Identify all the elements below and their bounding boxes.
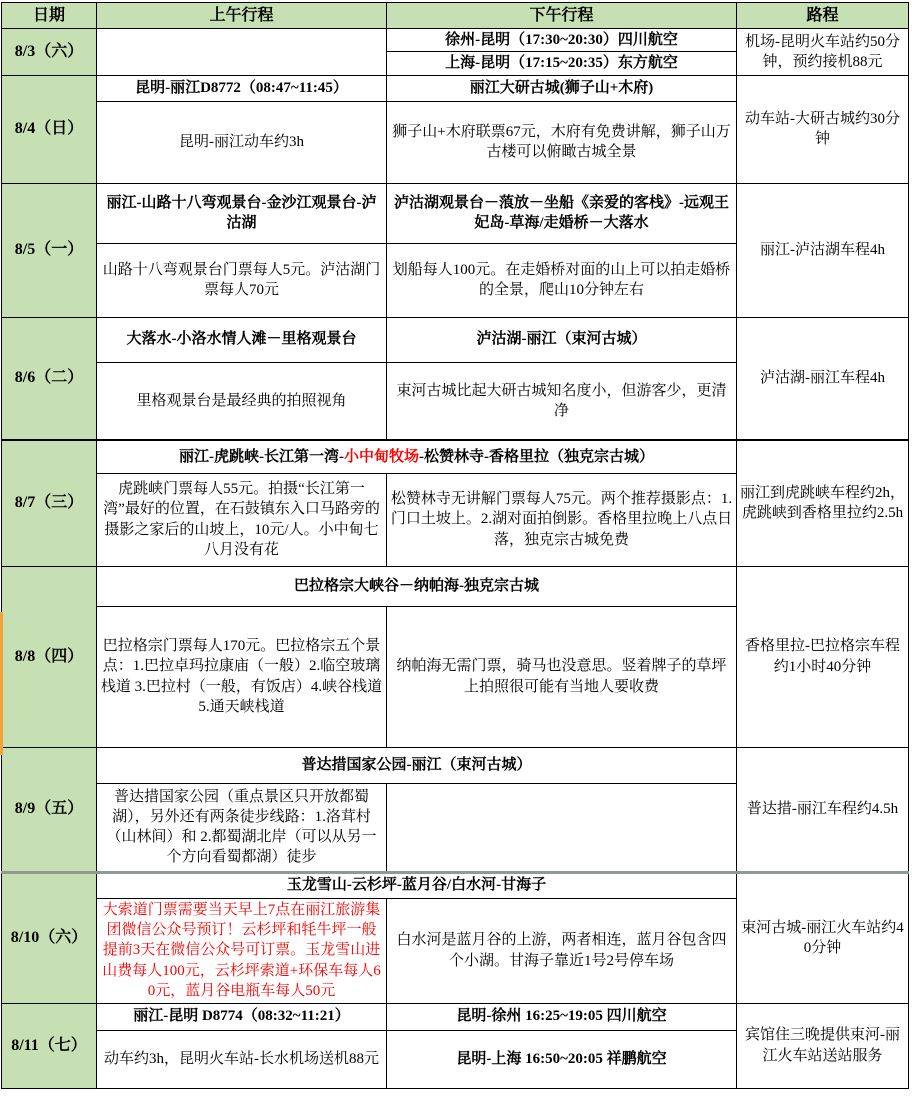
travel-itinerary-table	[1, 2, 909, 1089]
row-8-7-pm-note: 松赞林寺无讲解门票每人75元。两个推荐摄影点：1.门口土坡上。2.湖对面拍倒影。香格里拉晚上八点日落，独克宗古城免费	[387, 473, 737, 566]
row-8-6-am-note: 里格观景台是最经典的拍照视角	[97, 362, 387, 440]
row-8-10-pm-note: 白水河是蓝月谷的上游，两者相连，蓝月谷包含四个小湖。甘海子靠近1号2号停车场	[387, 898, 737, 1003]
row-8-7-date: 8/7（三）	[2, 440, 97, 566]
row-8-8-pm-note: 纳帕海无需门票，骑马也没意思。竖着牌子的草坪上拍照很可能有当地人要收费	[387, 606, 737, 747]
row-8-9-pm-empty	[387, 783, 737, 872]
row-8-6-am-title: 大落水-小洛水情人滩－里格观景台	[97, 317, 387, 362]
row-8-3-date: 8/3（六）	[2, 29, 97, 76]
row-8-5-am-note: 山路十八弯观景台门票每人5元。泸沽湖门票每人70元	[97, 243, 387, 317]
row-8-4-am-title: 昆明-丽江D8772（08:47~11:45）	[97, 75, 387, 101]
row-8-7-title-post: -松赞林寺-香格里拉（独克宗古城）	[419, 448, 654, 465]
row-8-4-date: 8/4（日）	[2, 75, 97, 183]
row-8-3-morning-empty	[97, 29, 387, 76]
row-8-10-date: 8/10（六）	[2, 872, 97, 1003]
row-8-6-pm-title: 泸沽湖-丽江（束河古城）	[387, 317, 737, 362]
header-row	[2, 3, 909, 29]
row-8-6-route: 泸沽湖-丽江车程4h	[737, 317, 909, 440]
row-8-9-route: 普达措-丽江车程约4.5h	[737, 747, 909, 872]
row-8-5-pm-note: 划船每人100元。在走婚桥对面的山上可以拍走婚桥的全景，爬山10分钟左右	[387, 243, 737, 317]
row-8-4-pm-title: 丽江大研古城(狮子山+木府)	[387, 75, 737, 101]
row-8-11-am-title: 丽江-昆明 D8774（08:32~11:21）	[97, 1003, 387, 1030]
row-8-3-route: 机场-昆明火车站约50分钟，预约接机88元	[737, 29, 909, 76]
row-8-3-pm-flight-1: 徐州-昆明（17:30~20:30）四川航空	[387, 29, 737, 52]
header-date: 日期	[2, 3, 97, 29]
row-8-4-am-note: 昆明-丽江动车约3h	[97, 101, 387, 183]
row-8-11-pm-flight-2: 昆明-上海 16:50~20:05 祥鹏航空	[387, 1030, 737, 1088]
row-8-3-pm-flight-2: 上海-昆明（17:15~20:35）东方航空	[387, 52, 737, 75]
row-8-7-title-pre: 丽江-虎跳峡-长江第一湾-	[178, 448, 344, 465]
header-afternoon: 下午行程	[387, 3, 737, 29]
row-8-10-route: 束河古城-丽江火车站约40分钟	[737, 872, 909, 1003]
row-8-8-route: 香格里拉-巴拉格宗车程约1小时40分钟	[737, 566, 909, 747]
row-8-8-title: 巴拉格宗大峡谷－纳帕海-独克宗古城	[97, 566, 737, 606]
row-8-5-route: 丽江-泸沽湖车程4h	[737, 183, 909, 317]
row-8-11-am-note: 动车约3h，昆明火车站-长水机场送机88元	[97, 1030, 387, 1088]
row-8-4-route: 动车站-大研古城约30分钟	[737, 75, 909, 183]
row-8-9-title: 普达措国家公园-丽江（束河古城）	[97, 747, 737, 783]
row-8-10-title: 玉龙雪山-云杉坪-蓝月谷/白水河-甘海子	[97, 872, 737, 898]
header-morning: 上午行程	[97, 3, 387, 29]
row-8-9-date: 8/9（五）	[2, 747, 97, 872]
row-8-8-am-note: 巴拉格宗门票每人170元。巴拉格宗五个景点：1.巴拉卓玛拉康庙（一般）2.临空玻璃栈道 3.巴拉村（一般，有饭店）4.峡谷栈道 5.通天峡栈道	[97, 606, 387, 747]
row-8-5-date: 8/5（一）	[2, 183, 97, 317]
row-8-6-date: 8/6（二）	[2, 317, 97, 440]
orange-marker-strip	[0, 612, 3, 755]
row-8-5-am-title: 丽江-山路十八弯观景台-金沙江观景台-泸沽湖	[97, 183, 387, 243]
row-8-7-title	[97, 440, 737, 473]
row-8-7-route: 丽江到虎跳峡车程约2h，虎跳峡到香格里拉约2.5h	[737, 440, 909, 566]
row-8-8-date: 8/8（四）	[2, 566, 97, 747]
row-8-10-am-note-red: 大索道门票需要当天早上7点在丽江旅游集团微信公众号预订！云杉坪和牦牛坪一般提前3天在微信公众号可订票。玉龙雪山进山费每人100元，云杉坪索道+环保车每人60元，蓝月谷电瓶车每人50元	[97, 898, 387, 1003]
row-8-5-pm-title: 泸沽湖观景台－蒗放－坐船《亲爱的客栈》-远观王妃岛-草海/走婚桥－大落水	[387, 183, 737, 243]
row-8-7-am-note: 虎跳峡门票每人55元。拍摄“长江第一湾”最好的位置，在石鼓镇东入口马路旁的摄影之家后的山坡上，10元/人。小中甸七八月没有花	[97, 473, 387, 566]
row-8-7-title-red-highlight: 小中甸牧场	[343, 448, 419, 465]
row-8-9-am-note: 普达措国家公园（重点景区只开放都蜀湖），另外还有两条徒步线路：1.洛茸村（山林间）和 2.都蜀湖北岸（可以从另一个方向看蜀都湖）徒步	[97, 783, 387, 872]
row-8-11-date: 8/11（七）	[2, 1003, 97, 1088]
row-8-4-pm-note: 狮子山+木府联票67元，木府有免费讲解，狮子山万古楼可以俯瞰古城全景	[387, 101, 737, 183]
header-route: 路程	[737, 3, 909, 29]
row-8-11-route: 宾馆住三晚提供束河-丽江火车站送站服务	[737, 1003, 909, 1088]
row-8-11-pm-flight-1: 昆明-徐州 16:25~19:05 四川航空	[387, 1003, 737, 1030]
row-8-6-pm-note: 束河古城比起大研古城知名度小，但游客少，更清净	[387, 362, 737, 440]
